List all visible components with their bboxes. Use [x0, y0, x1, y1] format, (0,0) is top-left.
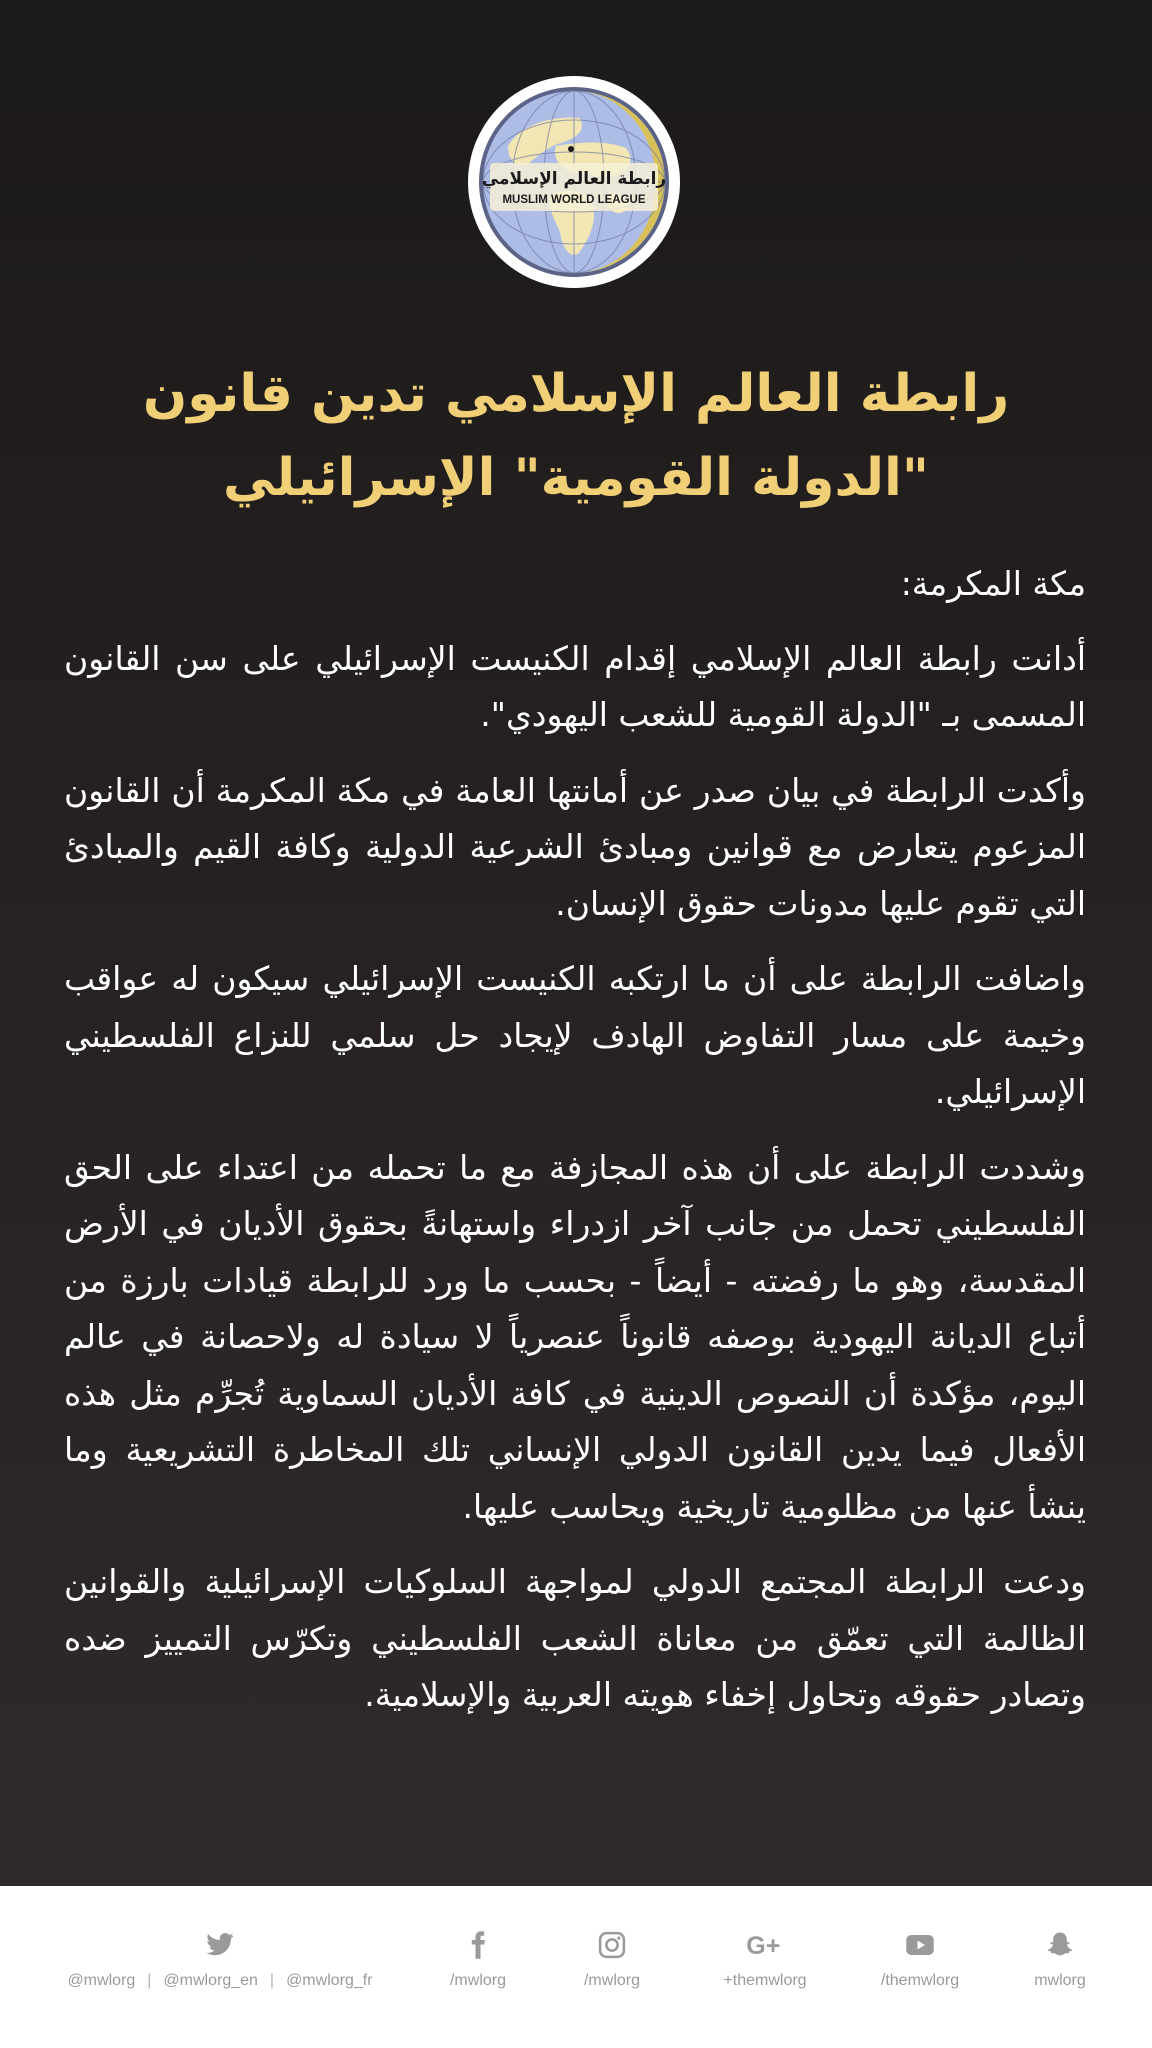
- twitter-handles: [60, 1930, 380, 1990]
- svg-text:G+: G+: [746, 1931, 781, 1960]
- instagram-icon[interactable]: [562, 1930, 662, 1964]
- twitter-handle-en[interactable]: @mwlorg_en: [163, 1972, 258, 1989]
- separator: |: [269, 1972, 275, 1989]
- instagram-link[interactable]: [562, 1930, 662, 1990]
- youtube-link[interactable]: [860, 1930, 980, 1990]
- separator: |: [147, 1972, 152, 1989]
- youtube-handle[interactable]: /themwlorg: [880, 1972, 960, 1989]
- twitter-handle-fr[interactable]: @mwlorg_fr: [286, 1972, 373, 1989]
- headline-line-1: رابطة العالم الإسلامي تدين قانون: [142, 364, 1010, 424]
- logo-arabic-text: رابطة العالم الإسلامي: [481, 169, 667, 189]
- social-footer: [0, 1886, 1152, 2048]
- headline-line-2: "الدولة القومية" الإسرائيلي: [223, 448, 929, 508]
- snapchat-handle[interactable]: mwlorg: [1034, 1972, 1086, 1989]
- article-paragraph-2: وأكدت الرابطة في بيان صدر عن أمانتها العامة في مكة المكرمة أن القانون المزعوم يتعارض مع قوانين ومبادئ الشرعية الدولية وكافة القيم والمبادئ التي تقوم عليها مدونات حقوق الإنسان.: [64, 770, 1086, 923]
- google-plus-link[interactable]: [700, 1930, 830, 1990]
- article-body: [64, 556, 1086, 1743]
- article-paragraph-5: ودعت الرابطة المجتمع الدولي لمواجهة السلوكيات الإسرائيلية والقوانين الظالمة التي تعمّق من معاناة الشعب الفلسطيني وتكرّس التمييز ضده وتصادر حقوقه وتحاول إخفاء هويته العربية والإسلامية.: [64, 1562, 1086, 1714]
- facebook-handle[interactable]: /mwlorg: [449, 1972, 506, 1989]
- youtube-icon[interactable]: [860, 1930, 980, 1964]
- headline: [80, 352, 1072, 520]
- snapchat-link[interactable]: [1010, 1930, 1110, 1990]
- twitter-handle-ar[interactable]: @mwlorg: [67, 1972, 136, 1989]
- facebook-link[interactable]: [428, 1930, 528, 1990]
- google-plus-handle[interactable]: +themwlorg: [723, 1972, 807, 1989]
- instagram-handle[interactable]: /mwlorg: [583, 1972, 640, 1989]
- facebook-icon[interactable]: [428, 1930, 528, 1964]
- article-dateline: مكة المكرمة:: [900, 564, 1086, 603]
- logo-english-text: MUSLIM WORLD LEAGUE: [502, 194, 646, 206]
- google-plus-icon[interactable]: [700, 1930, 830, 1964]
- snapchat-icon[interactable]: [1010, 1930, 1110, 1964]
- muslim-world-league-logo: [468, 76, 680, 288]
- article-paragraph-3: واضافت الرابطة على أن ما ارتكبه الكنيست الإسرائيلي سيكون له عواقب وخيمة على مسار التفاوض الهادف لإيجاد حل سلمي للنزاع الفلسطيني الإسرائيلي.: [64, 959, 1086, 1111]
- globe-emblem: [468, 76, 680, 288]
- article-paragraph-4: وشددت الرابطة على أن هذه المجازفة مع ما تحمله من اعتداء على الحق الفلسطيني تحمل من جانب آخر ازدراء واستهانةً بحقوق الأديان في الأرض المقدسة، وهو ما رفضته - أيضاً - بحسب ما ورد للرابطة قيادات بارزة من أتباع الديانة اليهودية بوصفه قانوناً عنصرياً لا سيادة له ولاحصانة في عالم اليوم، مؤكدة أن النصوص الدينية في كافة الأديان السماوية تُجرِّم مثل هذه الأفعال فيما يدين القانون الدولي الإنساني تلك المخاطرة التشريعية وما ينشأ عنها من مظلومية تاريخية ويحاسب عليها.: [64, 1147, 1086, 1526]
- twitter-icon[interactable]: [60, 1930, 380, 1964]
- article-paragraph-1: أدانت رابطة العالم الإسلامي إقدام الكنيست الإسرائيلي على سن القانون المسمى بـ "الدولة القومية للشعب اليهودي".: [64, 638, 1086, 734]
